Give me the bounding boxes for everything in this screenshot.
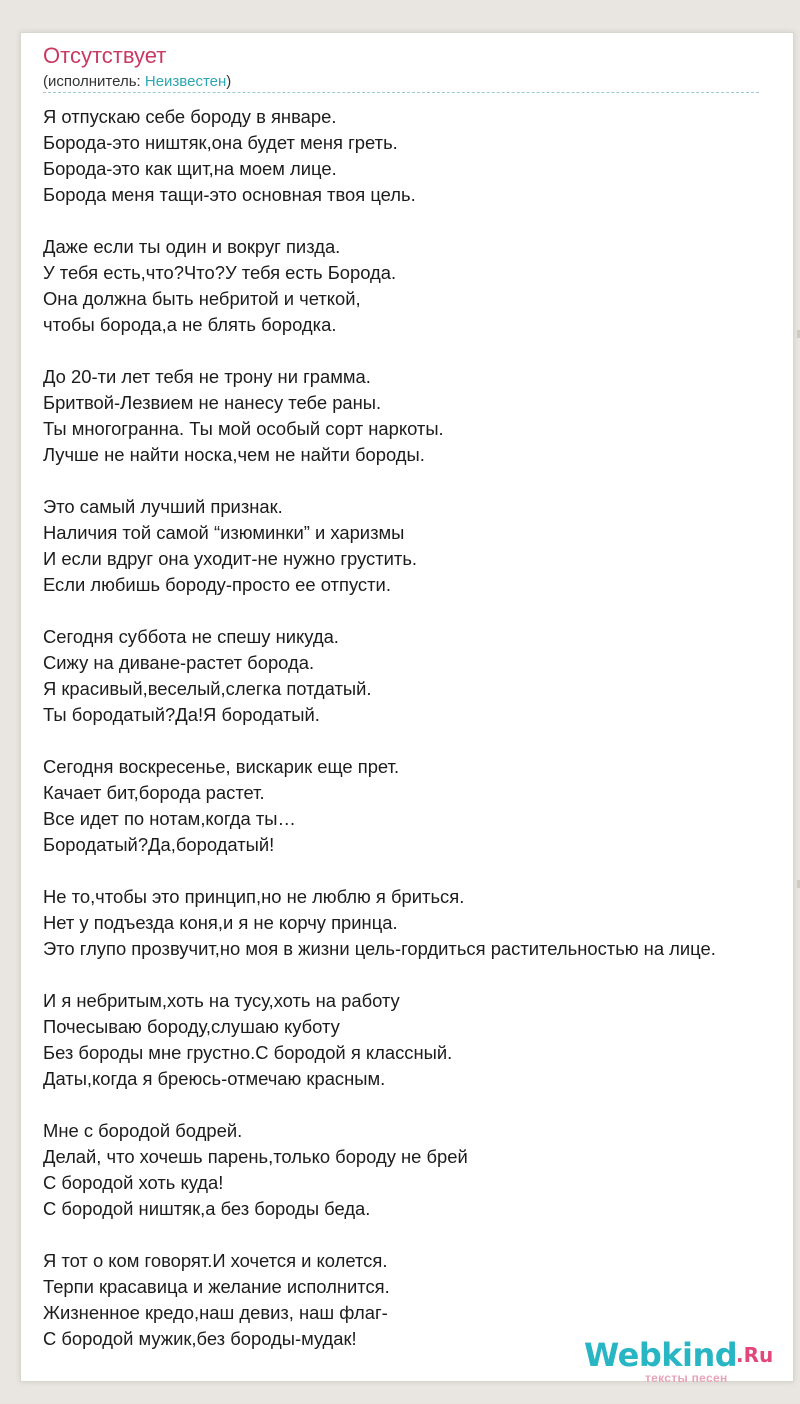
lyrics-line: Даты,когда я бреюсь-отмечаю красным. [43,1068,386,1089]
lyrics-line: Борода меня тащи-это основная твоя цель. [43,184,416,205]
lyrics-line: Даже если ты один и вокруг пизда. [43,236,341,257]
lyrics-line: Если любишь бороду-просто ее отпусти. [43,574,391,595]
lyrics-line: Сегодня суббота не спешу никуда. [43,626,339,647]
artist-prefix: (исполнитель: [43,73,145,90]
logo-tagline: тексты песен [645,1371,728,1385]
lyrics-line: Борода-это как щит,на моем лице. [43,158,337,179]
lyrics-line: И если вдруг она уходит-не нужно грустить. [43,548,418,569]
lyrics-line: Почесываю бороду,слушаю куботу [43,1016,340,1037]
lyrics-line: С бородой ништяк,а без бороды беда. [43,1198,371,1219]
lyrics-line: Бородатый?Да,бородатый! [43,834,275,855]
lyrics-stanza [43,104,795,208]
lyrics-line: Сегодня воскресенье, вискарик еще прет. [43,756,400,777]
lyrics-line: Наличия той самой “изюминки” и харизмы [43,522,405,543]
lyrics-line: Я отпускаю себе бороду в январе. [43,106,337,127]
lyrics-stanza [43,234,795,338]
lyrics-line: Нет у подъезда коня,и я не корчу принца. [43,912,398,933]
lyrics-line: Терпи красавица и желание исполнится. [43,1276,390,1297]
webkind-logo[interactable] [584,1336,784,1386]
lyrics-stanza [43,364,795,468]
lyrics-line: С бородой мужик,без бороды-мудак! [43,1328,357,1349]
lyrics-line: Это самый лучший признак. [43,496,283,517]
lyrics-line: Сижу на диване-растет борода. [43,652,315,673]
artist-line [43,73,231,90]
artist-suffix: ) [226,73,232,90]
lyrics-line: До 20-ти лет тебя не трону ни грамма. [43,366,371,387]
lyrics-line: Без бороды мне грустно.С бородой я классный. [43,1042,453,1063]
lyrics-line: И я небритым,хоть на тусу,хоть на работу [43,990,400,1011]
lyrics-line: Бритвой-Лезвием не нанесу тебе раны. [43,392,382,413]
logo-wordmark: Webkind [584,1336,738,1374]
lyrics-line: Она должна быть небритой и четкой, [43,288,361,309]
lyrics-line: Я тот о ком говорят.И хочется и колется. [43,1250,388,1271]
lyrics-line: Ты многогранна. Ты мой особый сорт наркоты. [43,418,444,439]
lyrics-stanza [43,884,795,962]
lyrics-line: Я красивый,веселый,слегка потдатый. [43,678,372,699]
lyrics-stanza [43,624,795,728]
lyrics-line: Все идет по нотам,когда ты… [43,808,296,829]
logo-domain-suffix: .Ru [736,1343,774,1367]
lyrics-line: Качает бит,борода растет. [43,782,265,803]
lyrics-line: чтобы борода,а не блять бородка. [43,314,337,335]
lyrics-line: У тебя есть,что?Что?У тебя есть Борода. [43,262,397,283]
lyrics-line: Не то,чтобы это принцип,но не люблю я бриться. [43,886,465,907]
lyrics-stanza [43,988,795,1092]
lyrics-line: С бородой хоть куда! [43,1172,224,1193]
lyrics-page [20,32,794,1382]
artist-link[interactable]: Неизвестен [144,73,227,90]
lyrics-stanza [43,1118,795,1222]
lyrics-line: Делай, что хочешь парень,только бороду не брей [43,1146,468,1167]
header-divider [43,92,759,93]
lyrics-text [43,104,795,1378]
lyrics-stanza [43,494,795,598]
lyrics-line: Жизненное кредо,наш девиз, наш флаг- [43,1302,388,1323]
lyrics-line: Это глупо прозвучит,но моя в жизни цель-гордиться растительностью на лице. [43,938,716,959]
lyrics-line: Борода-это ништяк,она будет меня греть. [43,132,398,153]
lyrics-line: Мне с бородой бодрей. [43,1120,243,1141]
lyrics-line: Лучше не найти носка,чем не найти бороды. [43,444,425,465]
lyrics-stanza [43,754,795,858]
lyrics-line: Ты бородатый?Да!Я бородатый. [43,704,320,725]
song-title: Отсутствует [43,43,167,68]
